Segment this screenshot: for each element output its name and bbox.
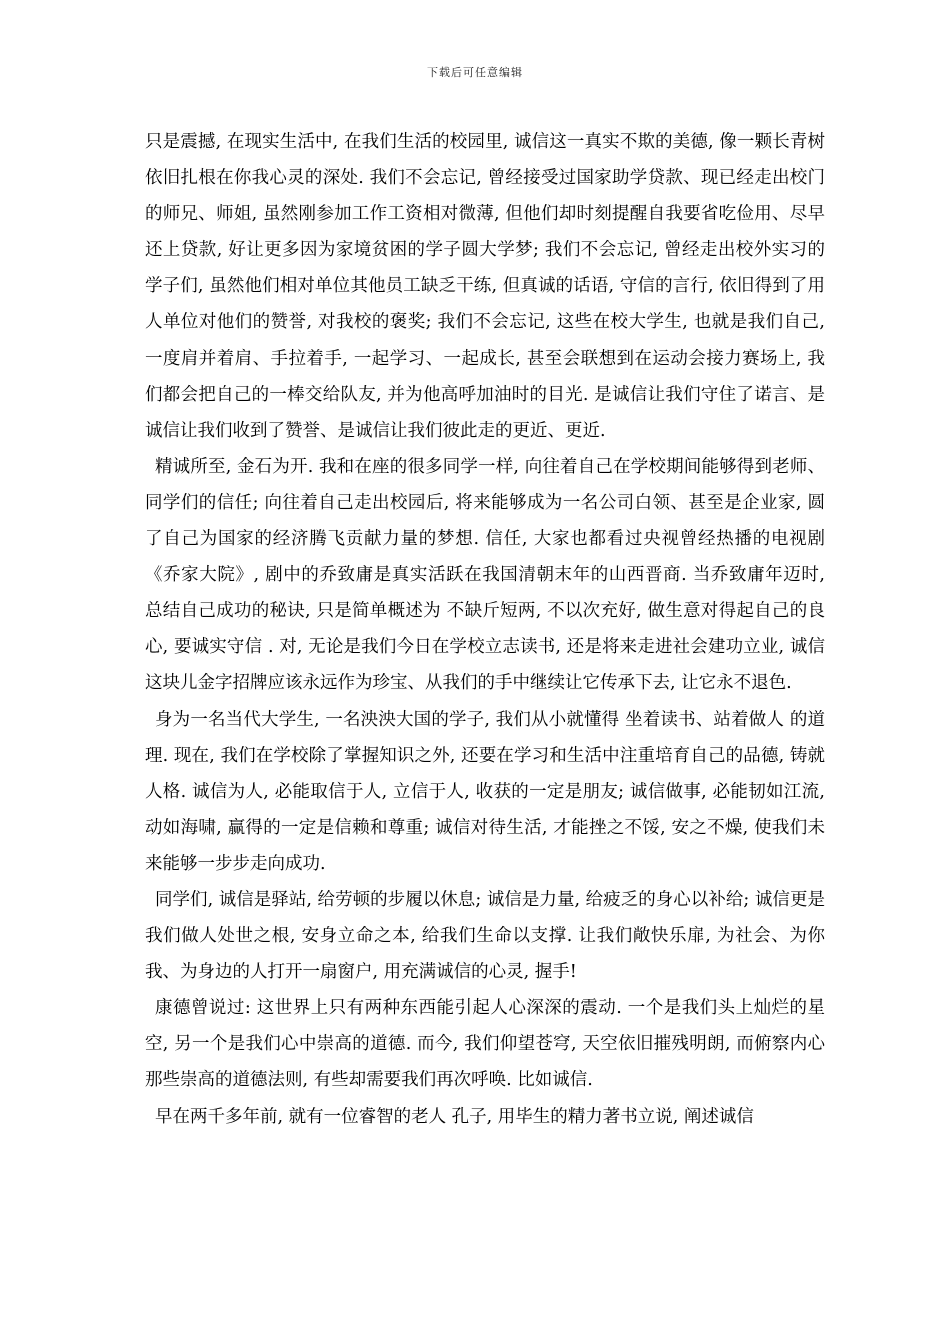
paragraph: 身为一名当代大学生, 一名泱泱大国的学子, 我们从小就懂得 坐着读书、站着做人 的道理. 现在, 我们在学校除了掌握知识之外, 还要在学习和生活中注重培育自己的品德, 铸就人格. 诚信为人, 必能取信于人, 立信于人, 收获的一定是朋友; 诚信做事, 必能韧如江流, 动如海啸, 赢得的一定是信赖和尊重; 诚信对待生活, 才能挫之不馁, 安之不燥, 使我们未来能够一步步走向成功. [145,709,825,874]
paragraph: 早在两千多年前, 就有一位睿智的老人 孔子, 用毕生的精力著书立说, 阐述诚信 [155,1106,754,1127]
paragraph: 康德曾说过: 这世界上只有两种东西能引起人心深深的震动. 一个是我们头上灿烂的星空, 另一个是我们心中崇高的道德. 而今, 我们仰望苍穹, 天空依旧摧残明朗, 而俯察内心那些崇高的道德法则, 有些却需要我们再次呼唤. 比如诚信. [145,998,825,1091]
document-body [145,124,825,1135]
paragraph: 精诚所至, 金石为开. 我和在座的很多同学一样, 向往着自己在学校期间能够得到老师、同学们的信任; 向往着自己走出校园后, 将来能够成为一名公司白领、甚至是企业家, 圆了自己为国家的经济腾飞贡献力量的梦想. 信任, 大家也都看过央视曾经热播的电视剧《乔家大院》, 剧中的乔致庸是真实活跃在我国清朝末年的山西晋商. 当乔致庸年迈时, 总结自己成功的秘诀, 只是简单概述为 不缺斤短两, 不以次充好, 做生意对得起自己的良心, 要诚实守信 . 对, 无论是我们今日在学校立志读书, 还是将来走进社会建功立业, 诚信这块儿金字招牌应该永远作为珍宝、从我们的手中继续让它传承下去, 让它永不退色. [145,456,826,694]
page-header: 下载后可任意编辑 [427,66,523,79]
paragraph: 只是震撼, 在现实生活中, 在我们生活的校园里, 诚信这一真实不欺的美德, 像一颗长青树依旧扎根在你我心灵的深处. 我们不会忘记, 曾经接受过国家助学贷款、现已经走出校门的师兄、师姐, 虽然刚参加工作工资相对微薄, 但他们却时刻提醒自我要省吃俭用、尽早还上贷款, 好让更多因为家境贫困的学子圆大学梦; 我们不会忘记, 曾经走出校外实习的学子们, 虽然他们相对单位其他员工缺乏干练, 但真诚的话语, 守信的言行, 依旧得到了用人单位对他们的赞誉, 对我校的褒奖; 我们不会忘记, 这些在校大学生, 也就是我们自己, 一度肩并着肩、手拉着手, 一起学习、一起成长, 甚至会联想到在运动会接力赛场上, 我们都会把自己的一棒交给队友, 并为他高呼加油时的目光. 是诚信让我们守住了诺言、是诚信让我们收到了赞誉、是诚信让我们彼此走的更近、更近. [145,132,825,441]
paragraph: 同学们, 诚信是驿站, 给劳顿的步履以休息; 诚信是力量, 给疲乏的身心以补给; 诚信更是我们做人处世之根, 安身立命之本, 给我们生命以支撑. 让我们敞快乐扉, 为社会、为你我、为身边的人打开一扇窗户, 用充满诚信的心灵, 握手! [145,889,825,983]
